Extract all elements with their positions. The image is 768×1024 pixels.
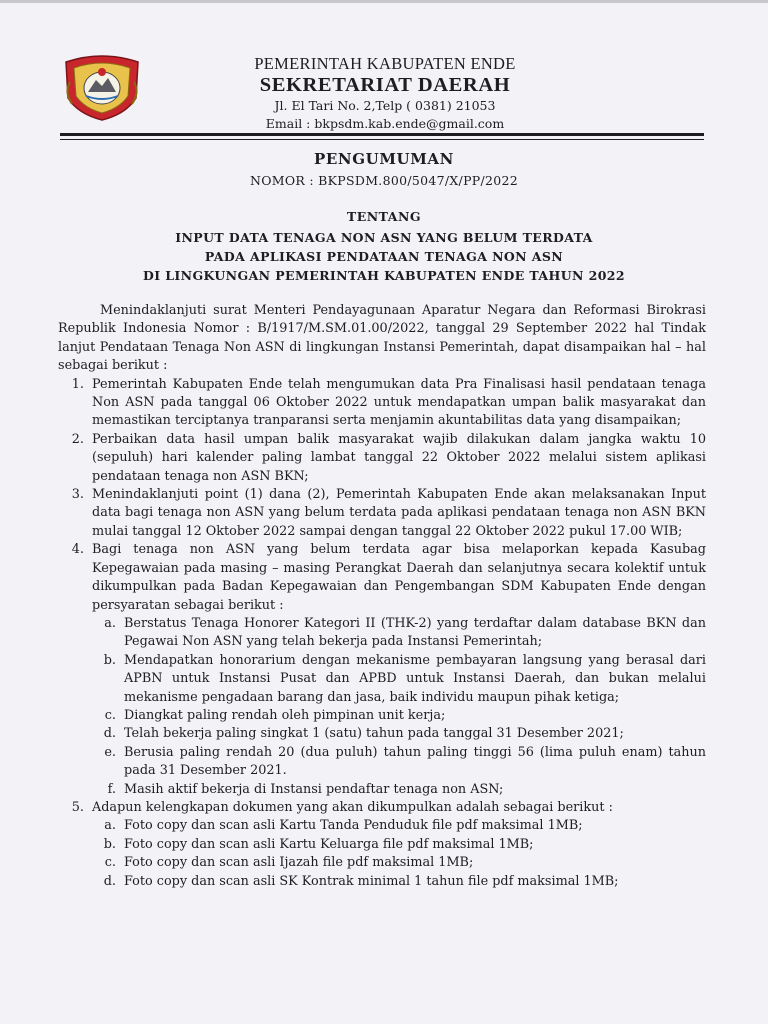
announcement-title: PENGUMUMAN bbox=[314, 150, 454, 168]
list-number: 3. bbox=[71, 487, 84, 503]
requirement-label: f. bbox=[107, 781, 116, 797]
letterhead-email: Email : bkpsdm.kab.ende@gmail.com bbox=[265, 116, 505, 131]
list-item bbox=[58, 486, 706, 541]
document-item bbox=[92, 854, 706, 872]
requirement-item bbox=[92, 725, 706, 743]
requirement-item bbox=[92, 652, 706, 707]
subject-line: PADA APLIKASI PENDATAAN TENAGA NON ASN bbox=[204, 249, 564, 264]
subject-line: INPUT DATA TENAGA NON ASN YANG BELUM TERDATA bbox=[175, 230, 593, 245]
document-text: Foto copy dan scan asli Kartu Tanda Penduduk file pdf maksimal 1MB; bbox=[124, 818, 583, 834]
letterhead-rule-thin bbox=[60, 139, 704, 140]
requirement-text: Masih aktif bekerja di Instansi pendaftar tenaga non ASN; bbox=[124, 781, 504, 797]
requirement-text: Mendapatkan honorarium dengan mekanisme pembayaran langsung yang berasal dari APBN untuk Instansi Pusat dan APBD untuk Instansi Daerah, dan bukan melalui mekanisme pengadaan barang dan jasa, baik individu maupun pihak ketiga; bbox=[124, 652, 706, 705]
list-item bbox=[58, 799, 706, 817]
letterhead-government: PEMERINTAH KABUPATEN ENDE bbox=[254, 54, 516, 73]
letterhead-address: Jl. El Tari No. 2,Telp ( 0381) 21053 bbox=[274, 98, 496, 113]
document-item bbox=[92, 817, 706, 835]
list-text: Perbaikan data hasil umpan balik masyarakat wajib dilakukan dalam jangka waktu 10 (sepuluh) hari kalender paling lambat tanggal 22 Oktober 2022 melalui sistem aplikasi pendataan tenaga non ASN BKN; bbox=[92, 431, 706, 484]
list-text: Bagi tenaga non ASN yang belum terdata agar bisa melaporkan kepada Kasubag Kepegawaian pada masing – masing Perangkat Daerah dan selanjutnya secara kolektif untuk dikumpulkan pada Badan Kepegawaian dan Pengembangan SDM Kabupaten Ende dengan persyaratan sebagai berikut : bbox=[92, 542, 706, 613]
requirement-item bbox=[92, 615, 706, 652]
list-item bbox=[58, 376, 706, 431]
letterhead-office: SEKRETARIAT DAERAH bbox=[259, 74, 511, 96]
document-label: a. bbox=[104, 818, 116, 834]
list-text: Adapun kelengkapan dokumen yang akan dikumpulkan adalah sebagai berikut : bbox=[92, 799, 613, 815]
document-text: Foto copy dan scan asli SK Kontrak minimal 1 tahun file pdf maksimal 1MB; bbox=[124, 873, 619, 889]
document-text: Foto copy dan scan asli Ijazah file pdf maksimal 1MB; bbox=[124, 855, 474, 871]
announcement-about: TENTANG bbox=[346, 209, 422, 224]
document-text: Foto copy dan scan asli Kartu Keluarga file pdf maksimal 1MB; bbox=[124, 836, 534, 852]
announcement-number: NOMOR : BKPSDM.800/5047/X/PP/2022 bbox=[249, 173, 519, 188]
ende-regency-emblem-icon bbox=[60, 52, 144, 122]
subject-line: DI LINGKUNGAN PEMERINTAH KABUPATEN ENDE TAHUN 2022 bbox=[142, 268, 625, 283]
requirement-label: b. bbox=[103, 652, 116, 668]
list-number: 2. bbox=[71, 431, 84, 447]
document-item bbox=[92, 873, 706, 891]
requirement-item bbox=[92, 744, 706, 781]
intro-paragraph: Menindaklanjuti surat Menteri Pendayagunaan Aparatur Negara dan Reformasi Birokrasi Republik Indonesia Nomor : B/1917/M.SM.01.00/2022, tanggal 29 September 2022 hal Tindak lanjut Pendataan Tenaga Non ASN di lingkungan Instansi Pemerintah, dapat disampaikan hal – hal sebagai berikut : bbox=[58, 303, 706, 374]
requirement-label: e. bbox=[104, 744, 116, 760]
requirement-text: Berusia paling rendah 20 (dua puluh) tahun paling tinggi 56 (lima puluh enam) tahun pada 31 Desember 2021. bbox=[124, 744, 706, 779]
letterhead-rule-thick bbox=[60, 133, 704, 136]
list-number: 5. bbox=[71, 799, 84, 815]
scan-edge bbox=[0, 0, 768, 3]
requirement-text: Telah bekerja paling singkat 1 (satu) tahun pada tanggal 31 Desember 2021; bbox=[124, 726, 624, 742]
list-item bbox=[58, 431, 706, 486]
document-label: d. bbox=[103, 873, 116, 889]
list-number: 1. bbox=[71, 376, 84, 392]
document-label: b. bbox=[103, 836, 116, 852]
list-text: Pemerintah Kabupaten Ende telah mengumukan data Pra Finalisasi hasil pendataan tenaga Non ASN pada tanggal 06 Oktober 2022 untuk mendapatkan umpan balik masyarakat dan memastikan terciptanya tranparansi serta menjamin akuntabilitas data yang disampaikan; bbox=[92, 376, 706, 429]
requirement-label: d. bbox=[103, 726, 116, 742]
announcement-body bbox=[58, 302, 706, 891]
requirement-item bbox=[92, 781, 706, 799]
document-item bbox=[92, 836, 706, 854]
requirement-text: Berstatus Tenaga Honorer Kategori II (THK-2) yang terdaftar dalam database BKN dan Pegawai Non ASN yang telah bekerja pada Instansi Pemerintah; bbox=[124, 615, 706, 650]
requirement-item bbox=[92, 707, 706, 725]
requirement-label: c. bbox=[104, 707, 116, 723]
document-label: c. bbox=[104, 855, 116, 871]
list-item bbox=[58, 541, 706, 615]
requirement-label: a. bbox=[104, 615, 116, 631]
list-text: Menindaklanjuti point (1) dana (2), Pemerintah Kabupaten Ende akan melaksanakan Input data bagi tenaga non ASN yang belum terdata pada aplikasi pendataan tenaga non ASN BKN mulai tanggal 12 Oktober 2022 sampai dengan tanggal 22 Oktober 2022 pukul 17.00 WIB; bbox=[92, 487, 706, 539]
list-number: 4. bbox=[71, 542, 84, 558]
requirement-text: Diangkat paling rendah oleh pimpinan unit kerja; bbox=[124, 707, 446, 723]
